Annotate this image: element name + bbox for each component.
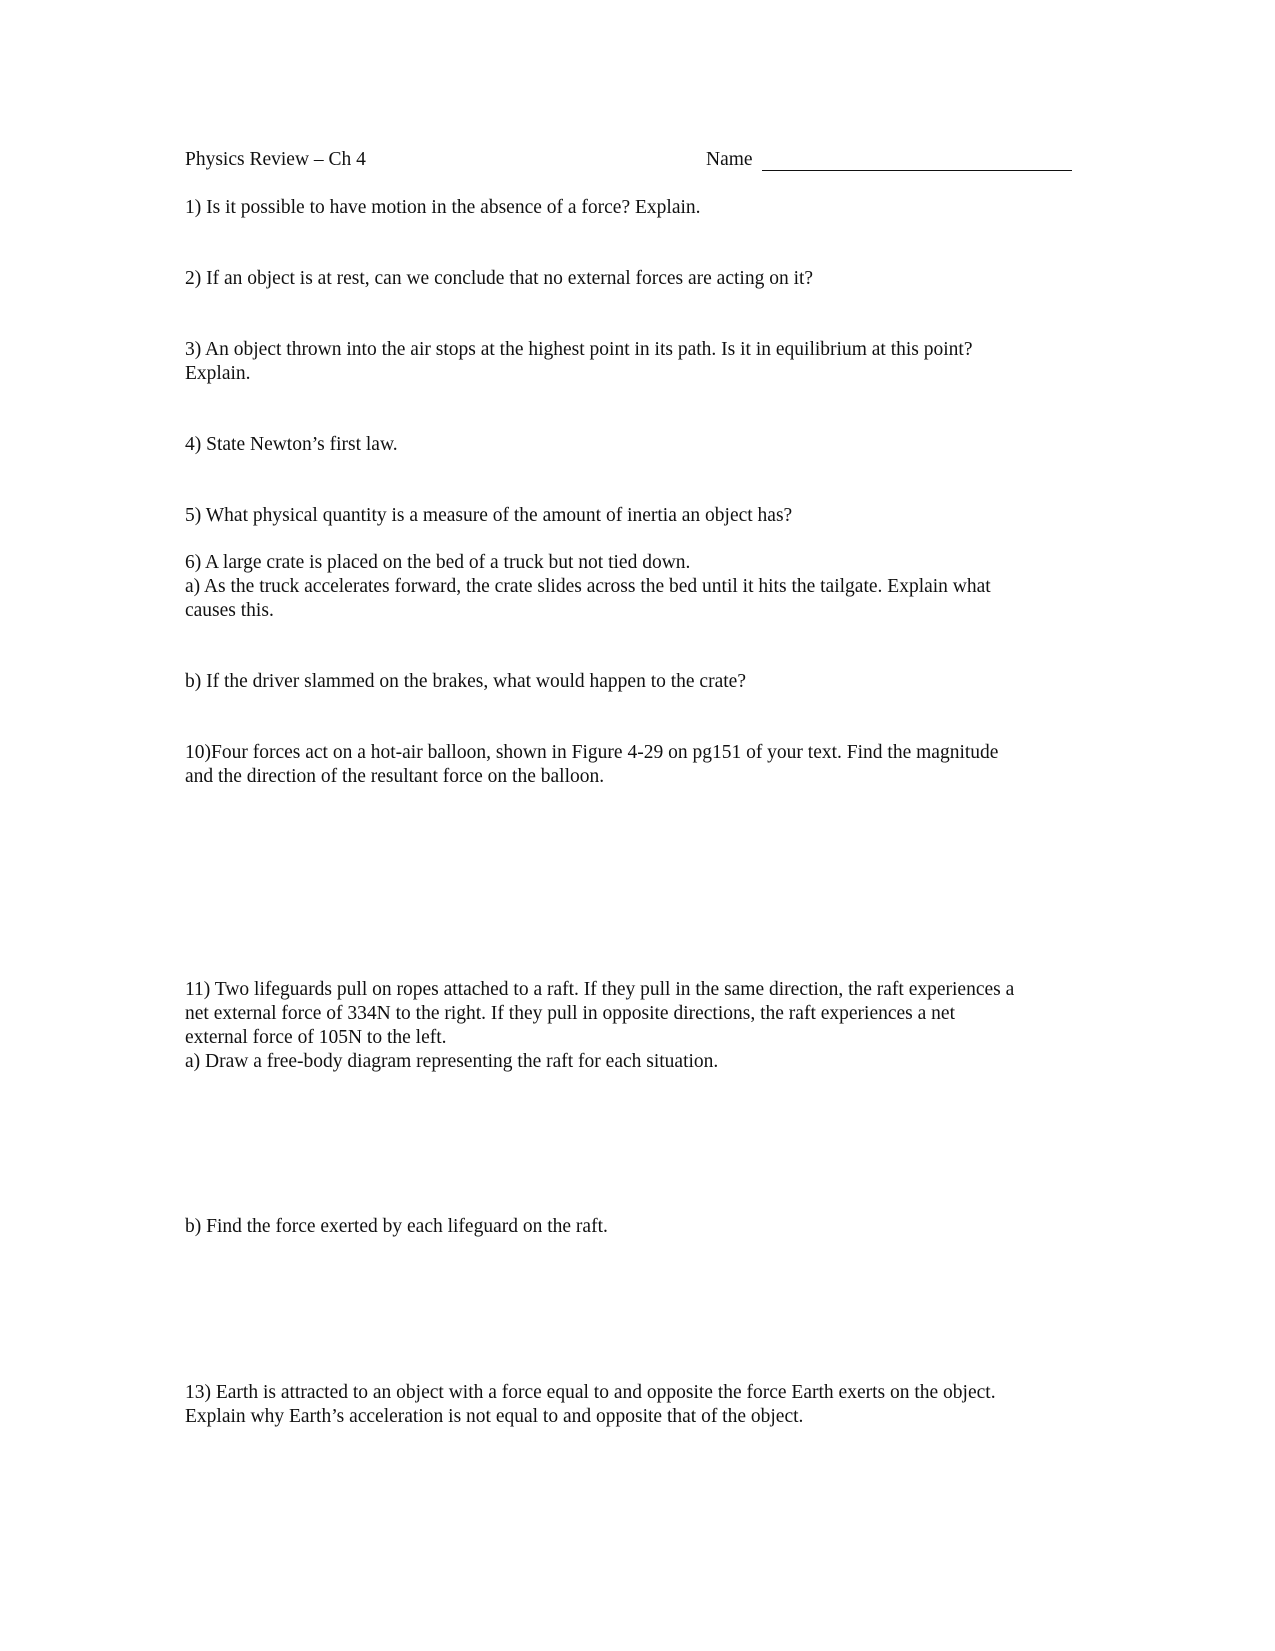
question-11b: b) Find the force exerted by each lifeguard on the raft.: [185, 1216, 608, 1237]
question-11-line-1: 11) Two lifeguards pull on ropes attached to a raft. If they pull in the same direction, the raft experiences a: [185, 979, 1015, 1000]
question-3-line-2: Explain.: [185, 363, 251, 384]
question-6a-line-1: a) As the truck accelerates forward, the crate slides across the bed until it hits the tailgate. Explain what: [185, 576, 991, 597]
question-5: 5) What physical quantity is a measure of the amount of inertia an object has?: [185, 505, 793, 526]
question-1: 1) Is it possible to have motion in the absence of a force? Explain.: [185, 197, 701, 218]
question-3-line-1: 3) An object thrown into the air stops at the highest point in its path. Is it in equilibrium at this point?: [185, 339, 973, 360]
question-4: 4) State Newton’s first law.: [185, 434, 398, 455]
question-13-line-2: Explain why Earth’s acceleration is not equal to and opposite that of the object.: [185, 1406, 804, 1427]
question-10-line-2: and the direction of the resultant force on the balloon.: [185, 766, 605, 787]
question-11-line-3: external force of 105N to the left.: [185, 1027, 447, 1048]
question-6a-line-2: causes this.: [185, 600, 274, 621]
question-11a: a) Draw a free-body diagram representing the raft for each situation.: [185, 1051, 719, 1072]
question-2: 2) If an object is at rest, can we conclude that no external forces are acting on it?: [185, 268, 814, 289]
question-6-line-1: 6) A large crate is placed on the bed of a truck but not tied down.: [185, 552, 691, 573]
question-13-line-1: 13) Earth is attracted to an object with a force equal to and opposite the force Earth exerts on the object.: [185, 1382, 996, 1403]
question-6b: b) If the driver slammed on the brakes, what would happen to the crate?: [185, 671, 746, 692]
question-10-line-1: 10)Four forces act on a hot-air balloon, shown in Figure 4-29 on pg151 of your text. Find the magnitude: [185, 742, 999, 763]
page-title: Physics Review – Ch 4: [185, 149, 366, 170]
name-blank-line: [762, 170, 1072, 171]
name-label: Name: [706, 149, 753, 170]
question-11-line-2: net external force of 334N to the right. If they pull in opposite directions, the raft experiences a net: [185, 1003, 955, 1024]
